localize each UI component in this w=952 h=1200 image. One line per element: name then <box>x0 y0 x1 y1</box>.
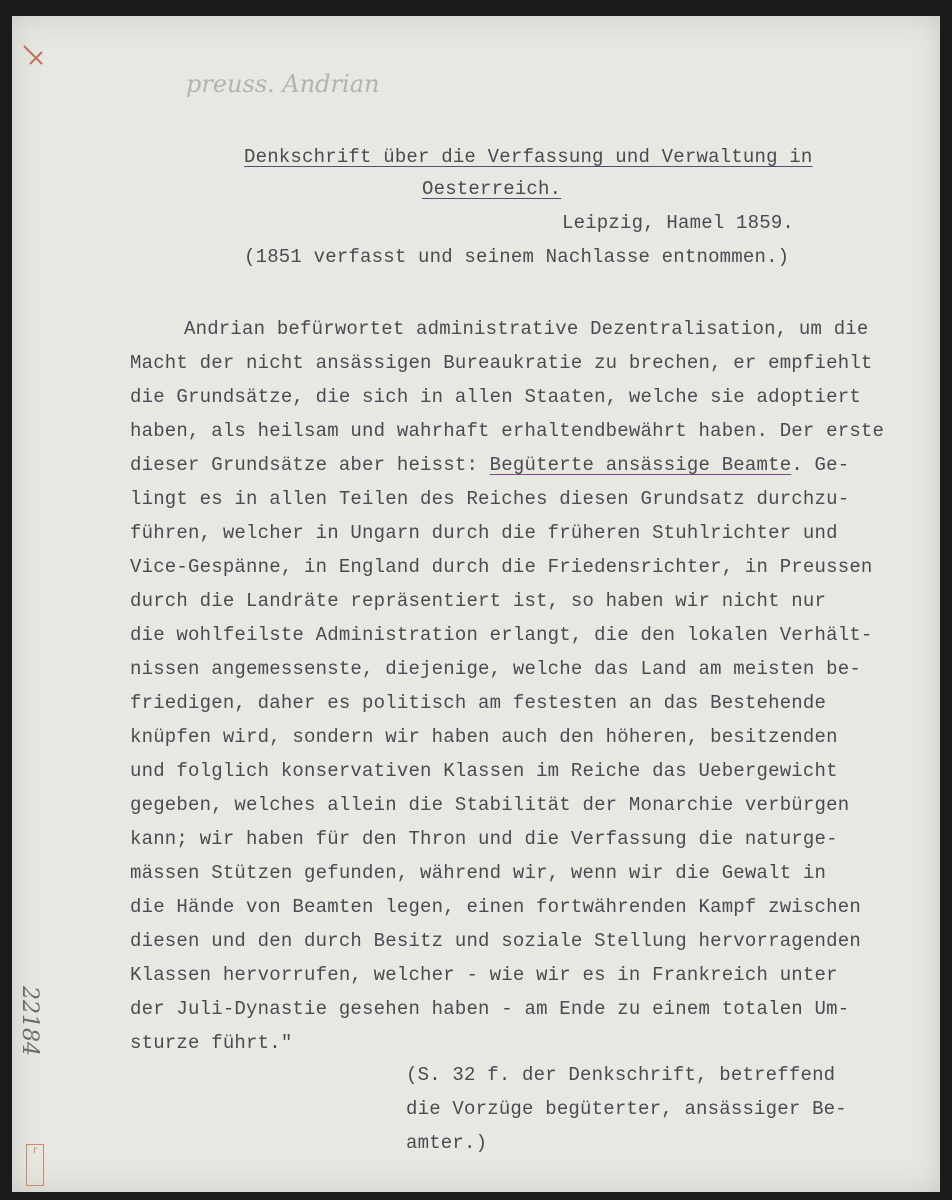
body-line: Andrian befürwortet administrative Dezentralisation, um die <box>184 318 869 340</box>
archive-number: 22184 <box>17 986 42 1056</box>
body-line: sturze führt." <box>130 1032 293 1054</box>
body-line: die Hände von Beamten legen, einen fortwährenden Kampf zwischen <box>130 896 861 918</box>
body-line-start: dieser Grundsätze aber heisst: <box>130 454 490 476</box>
archive-stamp <box>26 1144 44 1186</box>
title-line-1: Denkschrift über die Verfassung und Verwaltung in <box>244 146 813 168</box>
document-page <box>12 16 940 1192</box>
body-line: der Juli-Dynastie gesehen haben - am Ende zu einem totalen Um- <box>130 998 850 1020</box>
body-line-end: . Ge- <box>791 454 850 476</box>
body-line: Vice-Gespänne, in England durch die Friedensrichter, in Preussen <box>130 556 873 578</box>
body-line: Macht der nicht ansässigen Bureaukratie zu brechen, er empfiehlt <box>130 352 873 374</box>
body-line: und folglich konservativen Klassen im Reiche das Uebergewicht <box>130 760 838 782</box>
body-line: die wohlfeilste Administration erlangt, die den lokalen Verhält- <box>130 624 873 646</box>
corner-pencil-mark <box>20 42 50 72</box>
body-line: durch die Landräte repräsentiert ist, so haben wir nicht nur <box>130 590 827 612</box>
body-line: lingt es in allen Teilen des Reiches diesen Grundsatz durchzu- <box>130 488 850 510</box>
body-line: diesen und den durch Besitz und soziale Stellung hervorragenden <box>130 930 861 952</box>
body-line: führen, welcher in Ungarn durch die früheren Stuhlrichter und <box>130 522 838 544</box>
stamp-mark: r <box>32 1145 38 1156</box>
citation-line: (S. 32 f. der Denkschrift, betreffend <box>406 1064 836 1086</box>
body-line: mässen Stützen gefunden, während wir, wenn wir die Gewalt in <box>130 862 827 884</box>
handwritten-note: preuss. Andrian <box>186 70 380 98</box>
publication-info: Leipzig, Hamel 1859. <box>562 212 795 234</box>
citation-line: amter.) <box>406 1132 488 1154</box>
body-line: gegeben, welches allein die Stabilität der Monarchie verbürgen <box>130 794 850 816</box>
body-line: nissen angemessenste, diejenige, welche das Land am meisten be- <box>130 658 861 680</box>
citation-line: die Vorzüge begüterter, ansässiger Be- <box>406 1098 847 1120</box>
body-line: friedigen, daher es politisch am festesten an das Bestehende <box>130 692 827 714</box>
title-line-2: Oesterreich. <box>422 178 562 200</box>
body-line <box>130 448 849 482</box>
body-line: Klassen hervorrufen, welcher - wie wir es in Frankreich unter <box>130 964 838 986</box>
body-line: kann; wir haben für den Thron und die Verfassung die naturge- <box>130 828 838 850</box>
composition-note: (1851 verfasst und seinem Nachlasse entnommen.) <box>244 246 790 268</box>
body-line: knüpfen wird, sondern wir haben auch den höheren, besitzenden <box>130 726 838 748</box>
body-line: haben, als heilsam und wahrhaft erhaltendbewährt haben. Der erste <box>130 420 885 442</box>
body-line: die Grundsätze, die sich in allen Staaten, welche sie adoptiert <box>130 386 861 408</box>
highlighted-phrase: Begüterte ansässige Beamte <box>489 454 792 476</box>
